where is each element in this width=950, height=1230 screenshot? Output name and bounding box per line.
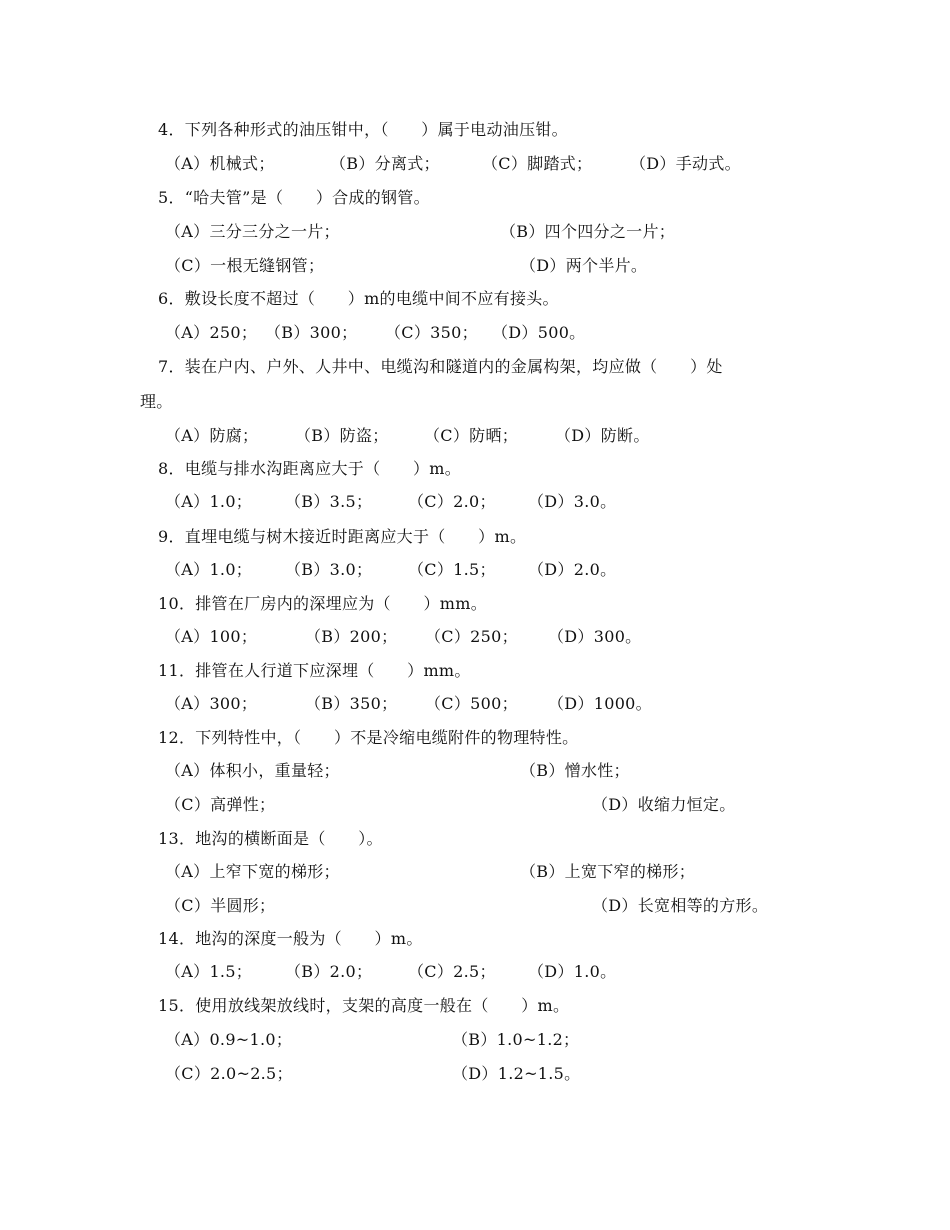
question-7-stem: 7．装在户内、户外、人井中、电缆沟和隧道内的金属构架，均应做（ ）处 bbox=[158, 357, 723, 376]
question-7-option-d: （D）防断。 bbox=[555, 426, 650, 445]
question-13-option-b: （B）上宽下窄的梯形； bbox=[520, 862, 696, 881]
question-10-option-d: （D）300。 bbox=[548, 627, 642, 646]
question-8-option-b: （B）3.5； bbox=[285, 492, 373, 511]
question-4-option-b: （B）分离式； bbox=[330, 154, 440, 173]
question-9-stem: 9．直埋电缆与树木接近时距离应大于（ ）m。 bbox=[158, 527, 527, 546]
question-11-option-b: （B）350； bbox=[305, 694, 398, 713]
question-5-stem: 5．“哈夫管”是（ ）合成的钢管。 bbox=[158, 188, 430, 207]
question-11-stem: 11．排管在人行道下应深埋（ ）mm。 bbox=[158, 661, 471, 680]
question-6-stem: 6．敷设长度不超过（ ）m的电缆中间不应有接头。 bbox=[158, 289, 559, 308]
question-15-option-a: （A）0.9~1.0； bbox=[165, 1030, 293, 1049]
question-13-option-c: （C）半圆形； bbox=[165, 896, 276, 915]
question-13-option-d: （D）长宽相等的方形。 bbox=[592, 896, 769, 915]
question-12-option-a: （A）体积小，重量轻； bbox=[165, 761, 340, 780]
question-14-option-d: （D）1.0。 bbox=[528, 962, 617, 981]
question-11-option-a: （A）300； bbox=[165, 694, 258, 713]
question-8-option-d: （D）3.0。 bbox=[528, 492, 617, 511]
question-12-option-d: （D）收缩力恒定。 bbox=[592, 795, 736, 814]
question-14-option-c: （C）2.5； bbox=[408, 962, 496, 981]
question-15-option-c: （C）2.0~2.5； bbox=[165, 1064, 293, 1083]
question-10-option-a: （A）100； bbox=[165, 627, 258, 646]
question-15-option-d: （D）1.2~1.5。 bbox=[452, 1064, 581, 1083]
question-7-option-b: （B）防盗； bbox=[295, 426, 389, 445]
question-9-option-b: （B）3.0； bbox=[285, 560, 373, 579]
question-5-option-a: （A）三分三分之一片； bbox=[165, 222, 340, 241]
question-9-option-d: （D）2.0。 bbox=[528, 560, 617, 579]
question-10-option-b: （B）200； bbox=[305, 627, 398, 646]
question-8-option-c: （C）2.0； bbox=[408, 492, 496, 511]
question-5-option-d: （D）两个半片。 bbox=[520, 256, 648, 275]
question-8-stem: 8．电缆与排水沟距离应大于（ ）m。 bbox=[158, 459, 462, 478]
question-6-option-d: （D）500。 bbox=[492, 323, 586, 342]
question-4-stem: 4．下列各种形式的油压钳中，（ ）属于电动油压钳。 bbox=[158, 120, 568, 139]
question-9-option-c: （C）1.5； bbox=[408, 560, 496, 579]
question-5-option-c: （C）一根无缝钢管； bbox=[165, 256, 325, 275]
question-12-option-b: （B）憎水性； bbox=[520, 761, 630, 780]
question-14-stem: 14．地沟的深度一般为（ ）m。 bbox=[158, 929, 423, 948]
question-9-option-a: （A）1.0； bbox=[165, 560, 253, 579]
question-10-option-c: （C）250； bbox=[425, 627, 518, 646]
question-15-option-b: （B）1.0~1.2； bbox=[452, 1030, 580, 1049]
question-12-stem: 12．下列特性中，（ ）不是冷缩电缆附件的物理特性。 bbox=[158, 728, 579, 747]
question-15-stem: 15．使用放线架放线时，支架的高度一般在（ ）m。 bbox=[158, 996, 570, 1015]
question-14-option-a: （A）1.5； bbox=[165, 962, 253, 981]
question-14-option-b: （B）2.0； bbox=[285, 962, 373, 981]
question-6-option-c: （C）350； bbox=[385, 323, 478, 342]
question-4-option-d: （D）手动式。 bbox=[630, 154, 741, 173]
question-5-option-b: （B）四个四分之一片； bbox=[500, 222, 676, 241]
question-11-option-d: （D）1000。 bbox=[548, 694, 652, 713]
question-4-option-a: （A）机械式； bbox=[165, 154, 275, 173]
question-7-option-a: （A）防腐； bbox=[165, 426, 259, 445]
question-13-stem: 13．地沟的横断面是（ ）。 bbox=[158, 829, 383, 848]
question-12-option-c: （C）高弹性； bbox=[165, 795, 276, 814]
question-7-stem-continued: 理。 bbox=[140, 392, 173, 411]
question-13-option-a: （A）上窄下宽的梯形； bbox=[165, 862, 340, 881]
question-6-option-a: （A）250； bbox=[165, 323, 258, 342]
question-10-stem: 10．排管在厂房内的深埋应为（ ）mm。 bbox=[158, 594, 488, 613]
question-6-option-b: （B）300； bbox=[265, 323, 358, 342]
question-11-option-c: （C）500； bbox=[425, 694, 518, 713]
question-4-option-c: （C）脚踏式； bbox=[482, 154, 593, 173]
question-8-option-a: （A）1.0； bbox=[165, 492, 253, 511]
question-7-option-c: （C）防晒； bbox=[424, 426, 519, 445]
